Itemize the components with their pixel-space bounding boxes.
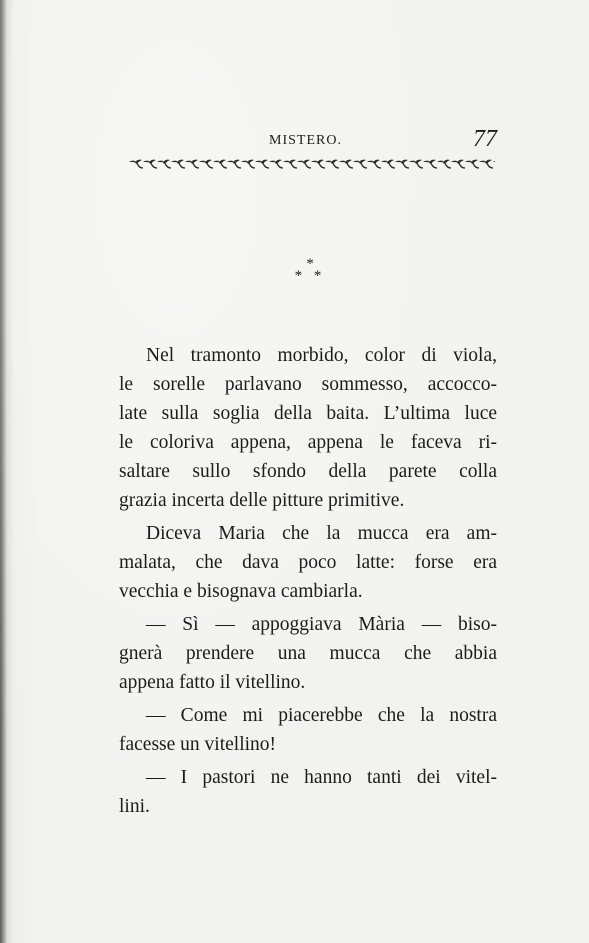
vine-leaf-icon [367,160,381,168]
vine-leaf-icon [437,160,451,168]
text-line: saltare sullo sfondo della parete colla [119,461,497,482]
vine-leaf-icon [269,160,283,168]
vine-leaf-icon [129,160,143,168]
vine-leaf-icon [297,160,311,168]
vine-leaf-icon [395,160,409,168]
vine-leaf-icon [227,160,241,168]
text-line: le sorelle parlavano sommesso, accocco- [119,374,497,395]
vine-leaf-icon [409,160,423,168]
body-text [119,341,497,821]
vine-leaf-icon [213,160,227,168]
text-line: — Sì — appoggiava Mària — biso- [146,614,497,635]
vine-leaf-icon [479,160,493,168]
vine-leaf-icon [325,160,339,168]
text-line: grazia incerta delle pitture primitive. [119,490,405,511]
text-line: gnerà prendere una mucca che abbia [119,643,497,664]
vine-leaf-icon [171,160,185,168]
text-line: lini. [119,796,150,817]
text-line: late sulla soglia della baita. L’ultima luce [119,403,497,424]
vine-border-ornament [129,156,495,172]
vine-leaf-icon [241,160,255,168]
vine-leaf-icon [185,160,199,168]
text-line: vecchia e bisognava cambiarla. [119,581,363,602]
text-line: — I pastori ne hanno tanti dei vitel- [146,767,497,788]
vine-leaf-icon [311,160,325,168]
text-line: Diceva Maria che la mucca era am- [146,523,497,544]
vine-leaf-icon [283,160,297,168]
text-line: — Come mi piacerebbe che la nostra [146,705,497,726]
vine-border-icon [129,156,495,172]
vine-leaf-icon [255,160,269,168]
text-line: malata, che dava poco latte: forse era [119,552,497,573]
vine-leaf-icon [143,160,157,168]
vine-leaf-icon [493,160,495,168]
text-line: appena fatto il vitellino. [119,672,306,693]
page-number: 77 [473,126,497,152]
vine-leaf-icon [465,160,479,168]
vine-leaf-icon [199,160,213,168]
vine-leaf-icon [423,160,437,168]
page-header [0,126,589,156]
vine-leaf-icon [353,160,367,168]
text-line: facesse un vitellino! [119,734,277,755]
running-title: MISTERO. [269,133,342,148]
vine-leaf-icon [157,160,171,168]
section-break [0,258,589,282]
text-line: le coloriva appena, appena le faceva ri- [119,432,497,453]
vine-leaf-icon [381,160,395,168]
text-line: Nel tramonto morbido, color di viola, [146,345,497,366]
asterism-bottom: * * [294,268,326,284]
vine-leaf-icon [451,160,465,168]
asterism-top: * [306,256,314,272]
vine-leaf-icon [339,160,353,168]
